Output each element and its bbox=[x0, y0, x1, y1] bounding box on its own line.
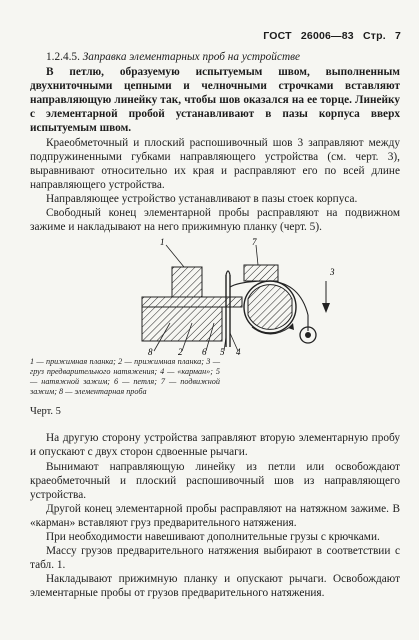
figure-legend-wrap bbox=[30, 357, 220, 397]
section-heading bbox=[30, 50, 400, 64]
figure-label-5: 5 bbox=[220, 347, 225, 356]
loop bbox=[226, 271, 230, 275]
standard-label: ГОСТ bbox=[263, 30, 292, 42]
standard-number: 26006—83 bbox=[300, 30, 354, 42]
figure-5 bbox=[30, 237, 400, 397]
paragraph-4: Свободный конец элементарной пробы расправляют на подвижном зажиме и накладывают на него прижимную планку (черт. 5). bbox=[30, 207, 400, 234]
figure-label-4: 4 bbox=[236, 347, 241, 356]
section-number: 1.2.4.5. bbox=[46, 51, 80, 63]
figure-label-7: 7 bbox=[252, 237, 257, 248]
base-plate bbox=[142, 297, 242, 307]
paragraph-1: В петлю, образуемую испытуемым швом, выполненным двухниточными цепными и челночными строчками вставляют направляющую линейку так, чтобы шов оказался на ее торце. Линейку с элементарной пробой устанавливают в пазы корпуса вверх испытуемым швом. bbox=[30, 66, 400, 135]
page-header bbox=[257, 30, 401, 42]
paragraph-3: Направляющее устройство устанавливают в пазы стоек корпуса. bbox=[46, 192, 358, 205]
paragraph-5: На другую сторону устройства заправляют вторую элементарную пробу и опускают с двух сторон сдвоенные рычаги. bbox=[30, 432, 400, 459]
paragraph-9: Массу грузов предварительного натяжения выбирают в соответствии с табл. 1. bbox=[30, 545, 400, 572]
paragraph-10: Накладывают прижимную планку и опускают рычаги. Освобождают элементарные пробы от грузов предварительного натяжения. bbox=[30, 573, 400, 600]
paragraph-8: При необходимости навешивают дополнительные грузы с крючками. bbox=[46, 530, 380, 543]
clamp-diagram bbox=[140, 237, 340, 355]
pressing-bar-left bbox=[172, 267, 202, 297]
figure-label-1: 1 bbox=[160, 237, 165, 248]
paragraph-6: Вынимают направляющую линейку из петли или освобождают краеобметочный и плоский распошивочный шов из направляющего устройства. bbox=[30, 460, 400, 501]
page-label: Стр. bbox=[362, 30, 386, 42]
paragraph-7: Другой конец элементарной пробы расправляют на натяжном зажиме. В «карман» вставляют груз предварительного натяжения. bbox=[30, 502, 400, 529]
figure-label-2: 2 bbox=[178, 347, 183, 356]
pressing-bar-right bbox=[244, 265, 278, 281]
figure-caption: Черт. 5 bbox=[30, 406, 61, 418]
section-title: Заправка элементарных проб на устройстве bbox=[82, 51, 301, 63]
page-number: 7 bbox=[394, 30, 401, 42]
figure-legend: 1 — прижимная планка; 2 — прижимная планка; 3 — груз предварительного натяжения; 4 — «карман»; 5 — натяжной зажим; 6 — петля; 7 — подвижной зажим; 8 — элементарная проба bbox=[30, 357, 220, 397]
figure-label-3: 3 bbox=[330, 267, 335, 278]
figure-label-8: 8 bbox=[148, 347, 153, 356]
page-content bbox=[30, 50, 400, 600]
figure-label-6: 6 bbox=[202, 347, 207, 356]
paragraph-2: Краеобметочный и плоский распошивочный шов 3 заправляют между подпружиненными губками направляющего устройства (см. черт. 3), выравнивают относительно их края и расправляют его по всей длине направляющего устройства. bbox=[30, 136, 400, 191]
